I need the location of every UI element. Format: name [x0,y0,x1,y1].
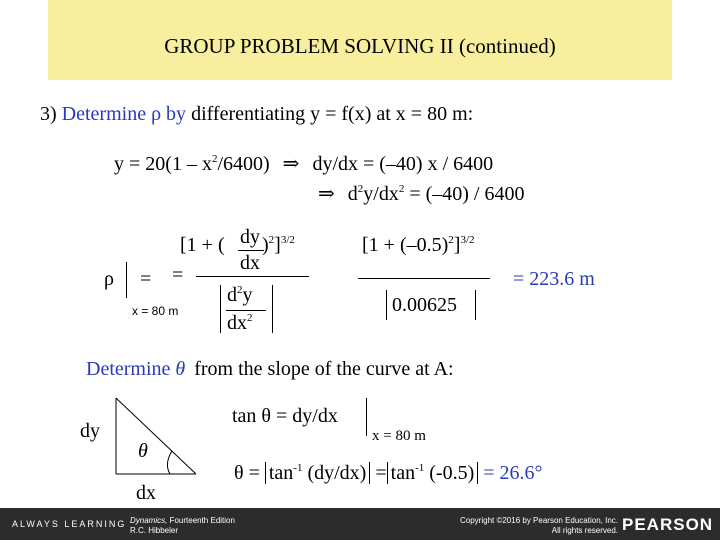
theta-result-eq: = [483,462,495,484]
dx2-dx: dx [227,312,247,334]
footer-brand-left: ALWAYS LEARNING [12,519,127,529]
eval-bar-tan [366,398,367,436]
step-number: 3) [40,103,57,125]
abs-tan-inv-2 [387,462,479,484]
equation-line-1 [114,151,493,176]
num-suffix [262,234,295,257]
footer-bar [0,508,720,540]
fraction-bar-1 [196,276,309,277]
theta-result-equation [234,462,543,485]
step-heading [40,103,473,126]
equals-2: = [172,264,184,286]
theta-eq: = [375,462,387,484]
num-dx: dx [240,252,260,274]
d2ydx2-bar [226,310,266,311]
num2-close: ] [453,234,461,256]
abs-tan-inv-1 [265,462,371,484]
eq2-exp2: 2 [398,183,405,195]
footer-author: R.C. Hibbeler [130,526,179,535]
equals-1: = [140,268,152,290]
eq2-exp1: 2 [357,183,364,195]
num-paren: ) [262,234,269,256]
equation-line-2 [318,181,524,206]
triangle-dx: dx [136,482,156,504]
theta-symbol: θ [175,358,186,380]
theta-label: Determine [86,358,171,380]
footer-book [130,516,235,525]
triangle-theta: θ [138,440,148,462]
eq2-c: = (–40) / 6400 [404,183,525,205]
dydx-bar [238,250,264,251]
num2 [362,234,475,257]
theta-result: 26.6° [499,462,543,484]
footer-book-title: Dynamics, [130,516,168,525]
num-prefix: [1 + ( [180,234,225,256]
den2: 0.00625 [392,294,457,316]
tan-inv2-exp: -1 [415,462,425,474]
footer-brand-right: PEARSON [622,515,714,534]
abs-bar-right-2 [475,290,476,320]
triangle-hypotenuse [116,398,196,474]
tan-inv1: tan [268,462,294,484]
theta-heading [86,358,454,381]
num-dy: dy [240,226,260,248]
fraction-bar-2 [358,278,490,279]
step-text-blue: Determine ρ by [61,103,187,125]
num2-exp1: 2 [448,234,454,246]
tan-inv2-arg: (-0.5) [429,462,475,484]
d2y-y: y [242,284,253,306]
tan-theta-equation: tan θ = dy/dx [232,405,338,427]
d2y-d: d [227,284,237,306]
abs-bar-left-2 [386,290,387,320]
footer-copyright: Copyright ©2016 by Pearson Education, Inc. [460,516,618,525]
abs-bar-left-1 [220,285,221,333]
d2y-exp: 2 [237,284,243,296]
angle-arc [167,451,172,474]
title-banner [48,0,672,80]
rho-symbol: ρ [104,268,114,290]
eq1-mid: /6400) [217,153,270,175]
triangle-dy: dy [80,420,100,442]
dx2-exp: 2 [247,312,253,324]
eq1-left: y = 20(1 – x [114,153,212,175]
num-close: ] [274,234,281,256]
rho-bar [126,262,127,298]
num-exp2: 3/2 [280,234,295,246]
num2-prefix: [1 + (–0.5) [362,234,449,256]
slide-title: GROUP PROBLEM SOLVING II (continued) [164,34,556,58]
implies-symbol: ⇒ [318,183,335,205]
theta-prefix: θ = [234,462,260,484]
slope-triangle [108,392,208,482]
num2-exp2: 3/2 [460,234,475,246]
num-exp1: 2 [268,234,275,246]
theta-text: from the slope of the curve at A: [194,358,454,380]
eq1-exp: 2 [211,153,218,165]
den-d2y [227,284,253,307]
den-dx2 [227,312,253,335]
footer-book-edition: Fourteenth Edition [167,516,235,525]
implies-symbol: ⇒ [282,153,300,175]
tan-inv2: tan [390,462,416,484]
tan-inv1-arg: (dy/dx) [307,462,367,484]
eq2-a: d [347,183,358,205]
tan-eval-at: x = 80 m [372,428,426,444]
eval-at-label: x = 80 m [132,304,179,318]
tan-inv1-exp: -1 [293,462,303,474]
step-text: differentiating y = f(x) at x = 80 m: [191,103,474,125]
eq1-right: dy/dx = (–40) x / 6400 [312,153,494,175]
abs-bar-right-1 [272,285,273,333]
rho-result: = 223.6 m [513,268,595,290]
eq2-b: y/dx [363,183,399,205]
footer-rights: All rights reserved. [551,526,618,535]
